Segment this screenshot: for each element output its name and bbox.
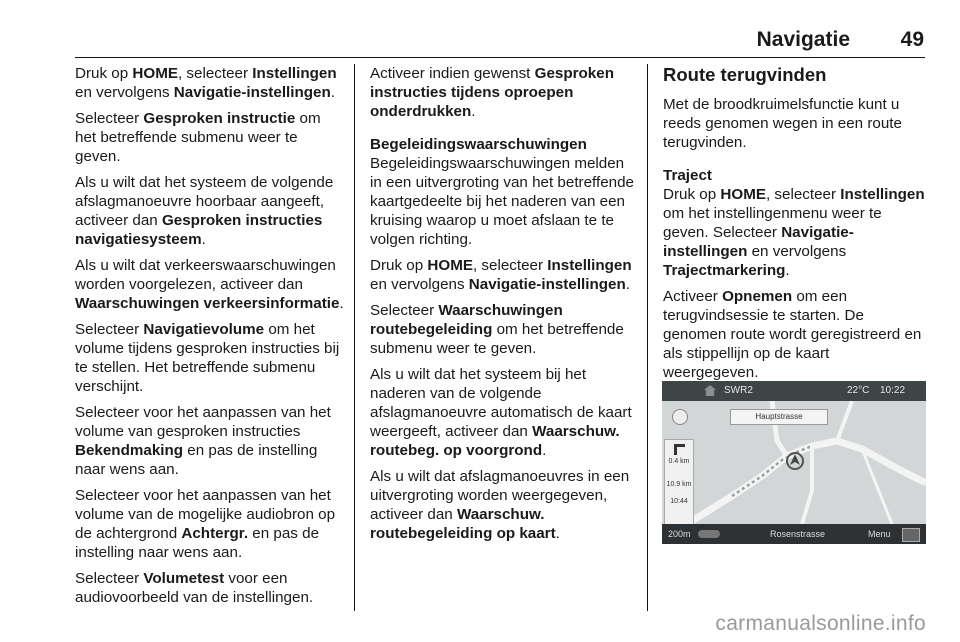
column-2: [370, 64, 635, 550]
map-view-icon: [902, 528, 920, 542]
traffic-icon: [698, 530, 720, 538]
paragraph: Selecteer voor het aanpassen van het volume van de mogelijke audiobron op de achtergrond Achtergr. en pas de instelling naar wens aan.: [75, 487, 336, 561]
paragraph: Selecteer Volumetest voor een audiovoorbeeld van de instellingen.: [75, 570, 314, 606]
turn-panel: [664, 439, 694, 525]
menu-button: Menu: [868, 529, 891, 539]
distance-next-turn: 0.4 km: [668, 458, 690, 465]
section-title: Route terugvinden: [663, 64, 827, 85]
home-icon: [704, 385, 716, 396]
nav-status-bar: [662, 381, 926, 401]
paragraph: Selecteer Navigatievolume om het volume tijdens gesproken instructies bij te stellen. Het betreffende submenu verschijnt.: [75, 321, 340, 395]
header-rule: [75, 57, 925, 58]
paragraph: Als u wilt dat verkeerswaarschuwingen worden voorgelezen, activeer dan Waarschuwingen verkeersinformatie.: [75, 257, 344, 312]
temperature-label: 22°C: [847, 385, 870, 396]
nav-bottom-bar: [662, 524, 926, 544]
map-scale: 200m: [668, 529, 691, 539]
paragraph: Druk op HOME, selecteer Instellingen en vervolgens Navigatie-instellingen.: [75, 65, 337, 101]
watermark: carmanualsonline.info: [715, 612, 926, 635]
station-label: SWR2: [724, 385, 753, 396]
paragraph: Druk op HOME, selecteer Instellingen om het instellingenmenu weer te geven. Selecteer Navigatie-instellingen en vervolgens Trajectmarkering.: [663, 186, 925, 279]
paragraph: Met de broodkruimelsfunctie kunt u reeds genomen wegen in een route terugvinden.: [663, 96, 902, 151]
paragraph: Selecteer Waarschuwingen routebegeleiding om het betreffende submenu weer te geven.: [370, 302, 624, 357]
current-road: Rosenstrasse: [770, 529, 826, 539]
paragraph: Druk op HOME, selecteer Instellingen en vervolgens Navigatie-instellingen.: [370, 257, 632, 293]
paragraph: Als u wilt dat het systeem de volgende afslagmanoeuvre hoorbaar aangeeft, activeer dan Gesproken instructies navigatiesysteem.: [75, 174, 334, 248]
page-header: [0, 28, 960, 52]
section-heading: Traject: [663, 167, 712, 184]
section-heading: Begeleidingswaarschuwingen: [370, 136, 587, 153]
paragraph: Selecteer Gesproken instructie om het betreffende submenu weer te geven.: [75, 110, 321, 165]
paragraph: Begeleidingswaarschuwingen melden in een uitvergroting van het betreffende kaartgedeelte bij het naderen van een kruising waarop u moet afslaan te te volgen richting.: [370, 155, 635, 248]
paragraph: Activeer indien gewenst Gesproken instructies tijdens oproepen onderdrukken.: [370, 65, 614, 120]
column-divider-1: [354, 64, 355, 611]
paragraph: Als u wilt dat het systeem bij het naderen van de volgende afslagmanoeuvre automatisch de kaart weergeeft, activeer dan Waarschuw. routebeg. op voorgrond.: [370, 366, 632, 459]
road-label-top: Hauptstrasse: [730, 409, 828, 425]
turn-arrow-icon: [674, 444, 685, 455]
column-1: [75, 64, 345, 614]
page-title: Navigatie: [756, 28, 850, 51]
paragraph: Als u wilt dat afslagmanoeuvres in een uitvergroting worden weergegeven, activeer dan Waarschuw. routebegeleiding op kaart.: [370, 468, 630, 542]
nav-map: [662, 401, 926, 524]
page-number: 49: [900, 28, 924, 51]
navigation-screenshot: [662, 381, 926, 544]
paragraph: Activeer Opnemen om een terugvindsessie te starten. De genomen route wordt geregistreerd en als stippellijn op de kaart weergegeven.: [663, 288, 922, 381]
distance-destination: 10.9 km: [666, 481, 692, 488]
column-3: [663, 64, 928, 389]
column-divider-2: [647, 64, 648, 611]
compass-icon: [672, 409, 688, 425]
clock-label: 10:22: [880, 385, 906, 396]
arrival-time: 10:44: [670, 498, 688, 505]
paragraph: Selecteer voor het aanpassen van het volume van gesproken instructies Bekendmaking en pas de instelling naar wens aan.: [75, 404, 331, 478]
